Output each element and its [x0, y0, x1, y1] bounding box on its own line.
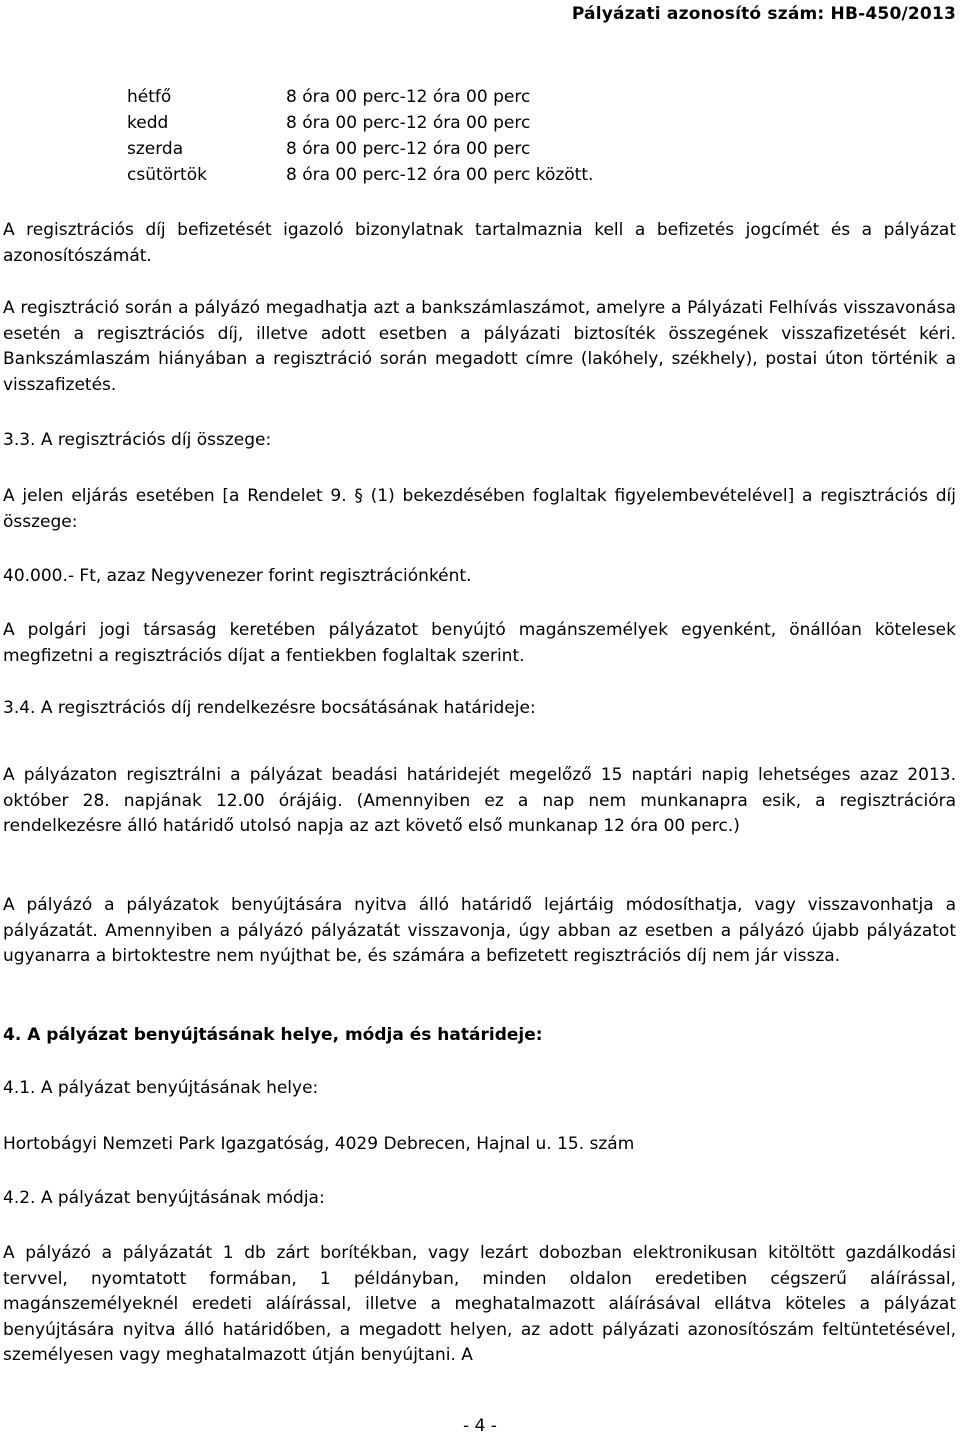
schedule-time: 8 óra 00 perc-12 óra 00 perc [286, 113, 531, 133]
schedule-time: 8 óra 00 perc-12 óra 00 perc [286, 87, 531, 107]
section-heading-3-3: 3.3. A regisztrációs díj összege: [3, 430, 272, 450]
paragraph-partnership-fee: A polgári jogi társaság keretében pályázatot benyújtó magánszemélyek egyenként, önállóan kötelesek megfizetni a regisztrációs díjat a fentiekben foglaltak szerint. [3, 620, 956, 666]
schedule-time: 8 óra 00 perc-12 óra 00 perc között. [286, 165, 594, 185]
schedule-day: hétfő [127, 87, 172, 107]
paragraph-submission-method: A pályázó a pályázatát 1 db zárt borítékban, vagy lezárt dobozban elektronikusan kitöltött gazdálkodási tervvel, nyomtatott formában, 1 példányban, minden oldalon eredetiben cégszerű aláírással, magánszemélyeknél eredeti aláírással, illetve a meghatalmazott aláírásával ellátva köteles a pályázat benyújtására nyitva álló határidőben, a megadott helyen, az adott pályázati azonosítószám feltüntetésével, személyesen vagy meghatalmazott útján benyújtani. A [3, 1243, 956, 1365]
schedule-row [127, 136, 593, 162]
section-heading-3-4: 3.4. A regisztrációs díj rendelkezésre bocsátásának határideje: [3, 698, 536, 718]
schedule-row [127, 162, 593, 188]
paragraph-fee-legal-basis: A jelen eljárás esetében [a Rendelet 9. § (1) bekezdésében foglaltak figyelembevételével] a regisztrációs díj összege: [3, 486, 956, 532]
page-number: - 4 - [463, 1416, 497, 1436]
schedule-row [127, 110, 593, 136]
schedule-day: kedd [127, 113, 169, 133]
paragraph-registration-deadline: A pályázaton regisztrálni a pályázat beadási határidejét megelőző 15 naptári napig lehetséges azaz 2013. október 28. napjának 12.00 órájáig. (Amennyiben ez a nap nem munkanapra esik, a regisztrációra rendelkezésre álló határidő utolsó napja az azt követő első munkanap 12 óra 00 perc.) [3, 765, 956, 836]
schedule-row [127, 84, 593, 110]
paragraph-receipt-requirements: A regisztrációs díj befizetését igazoló bizonylatnak tartalmaznia kell a befizetés jogcímét és a pályázat azonosítószámát. [3, 220, 956, 266]
paragraph-bank-account-refund: A regisztráció során a pályázó megadhatja azt a bankszámlaszámot, amelyre a Pályázati Felhívás visszavonása esetén a regisztrációs díj, illetve adott esetben a pályázati biztosíték összegének visszafizetését kéri. Bankszámlaszám hiányában a regisztráció során megadott címre (lakóhely, székhely), postai úton történik a visszafizetés. [3, 298, 956, 395]
section-heading-4-1: 4.1. A pályázat benyújtásának helye: [3, 1078, 319, 1098]
schedule-day: szerda [127, 139, 184, 159]
schedule-time: 8 óra 00 perc-12 óra 00 perc [286, 139, 531, 159]
section-heading-4-2: 4.2. A pályázat benyújtásának módja: [3, 1188, 325, 1208]
paragraph-modification-withdrawal: A pályázó a pályázatok benyújtására nyitva álló határidő lejártáig módosíthatja, vagy visszavonhatja a pályázatát. Amennyiben a pályázó pályázatát visszavonja, úgy abban az esetben a pályázó újabb pályázatot ugyanarra a birtoktestre nem nyújthat be, és számára a befizetett regisztrációs díj nem jár vissza. [3, 895, 956, 966]
section-heading-4: 4. A pályázat benyújtásának helye, módja és határideje: [3, 1025, 543, 1045]
paragraph-fee-amount: 40.000.- Ft, azaz Negyvenezer forint regisztrációnként. [3, 566, 472, 586]
schedule-day: csütörtök [127, 165, 207, 185]
office-hours-schedule [127, 84, 593, 188]
paragraph-submission-address: Hortobágyi Nemzeti Park Igazgatóság, 4029 Debrecen, Hajnal u. 15. szám [3, 1134, 635, 1154]
document-header-tender-id: Pályázati azonosító szám: HB-450/2013 [571, 4, 956, 24]
